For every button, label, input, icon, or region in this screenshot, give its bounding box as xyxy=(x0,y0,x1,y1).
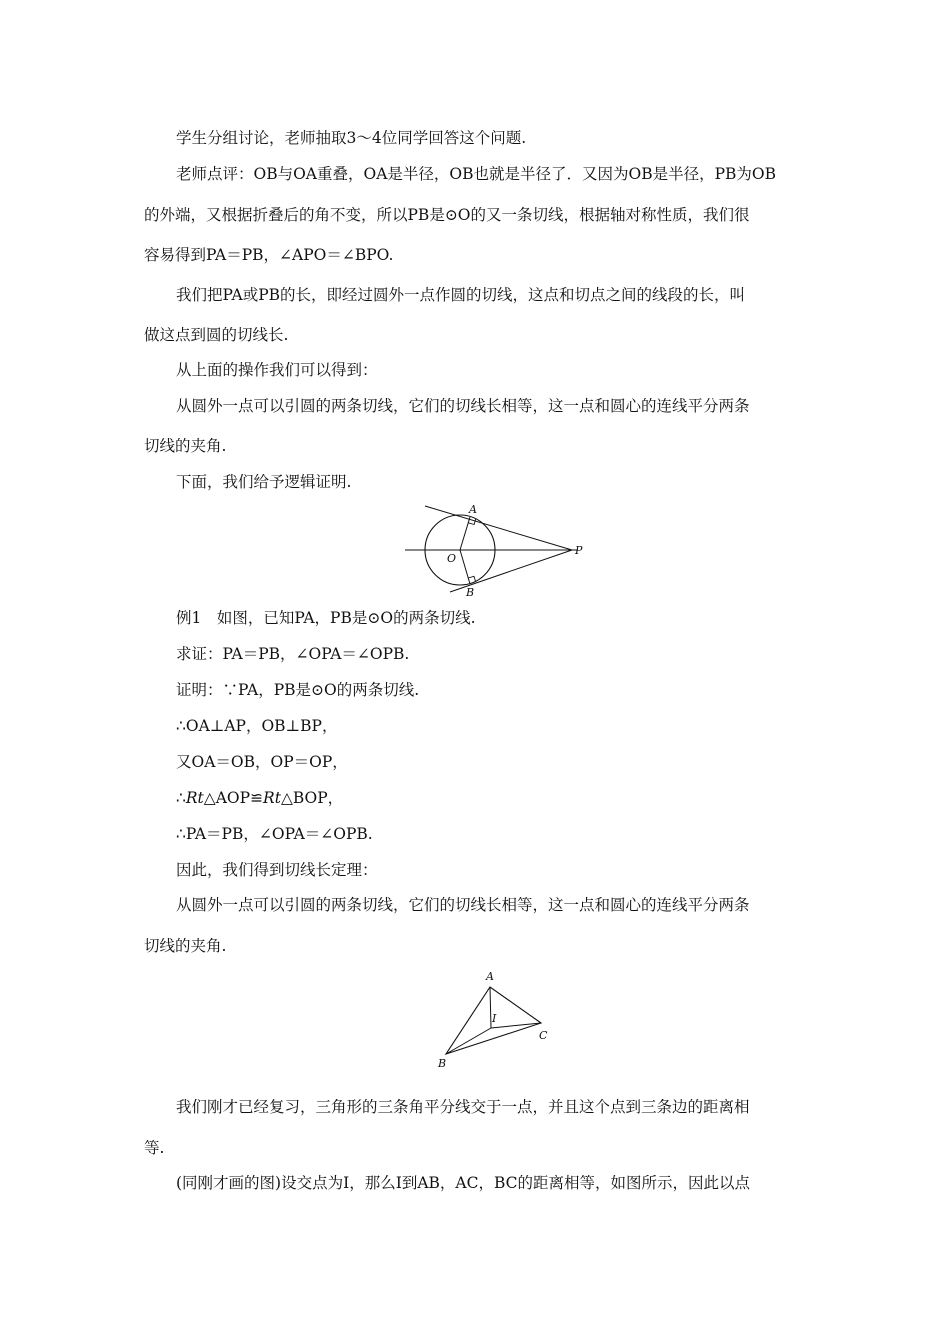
therefore-symbol: ∴ xyxy=(176,789,186,807)
text-line: 下面，我们给予逻辑证明. xyxy=(176,473,352,491)
text-line: 容易得到PA＝PB，∠APO＝∠BPO. xyxy=(144,246,394,264)
rt-symbol: Rt xyxy=(263,789,281,807)
label-o: O xyxy=(447,552,457,565)
theorem-line: 切线的夹角. xyxy=(144,937,227,955)
text-line: 学生分组讨论，老师抽取3～4位同学回答这个问题. xyxy=(176,129,527,147)
tangent-pa xyxy=(425,506,572,550)
text-line: (同刚才画的图)设交点为I，那么I到AB，AC，BC的距离相等，如图所示，因此以点 xyxy=(176,1174,751,1192)
label-i: I xyxy=(492,1012,497,1025)
prove-line: 求证：PA＝PB，∠OPA＝∠OPB. xyxy=(176,645,410,663)
triangle-bop: △BOP， xyxy=(280,789,344,807)
proof-line: ∴OA⊥AP，OB⊥BP， xyxy=(176,717,338,735)
label-b: B xyxy=(438,1057,447,1070)
proof-line: 又OA＝OB，OP＝OP， xyxy=(176,753,348,771)
conclusion-line: ∴PA＝PB，∠OPA＝∠OPB. xyxy=(176,825,373,843)
text-line: 的外端，又根据折叠后的角不变，所以PB是⊙O的又一条切线，根据轴对称性质，我们很 xyxy=(144,206,750,224)
theorem-intro: 因此，我们得到切线长定理： xyxy=(176,861,378,879)
text-line: 从上面的操作我们可以得到： xyxy=(176,361,378,379)
incenter-figure xyxy=(430,966,560,1074)
label-a: A xyxy=(469,503,477,516)
example-title: 例1 如图，已知PA，PB是⊙O的两条切线. xyxy=(176,609,476,627)
label-b: B xyxy=(466,586,475,599)
radius-ob xyxy=(460,550,470,584)
label-a: A xyxy=(486,970,494,983)
text-line: 我们刚才已经复习，三角形的三条角平分线交于一点，并且这个点到三条边的距离相 xyxy=(176,1098,750,1116)
rt-symbol: Rt xyxy=(185,789,204,807)
proof-line: 证明：∵PA，PB是⊙O的两条切线. xyxy=(176,681,420,699)
text-line: 我们把PA或PB的长，即经过圆外一点作圆的切线，这点和切点之间的线段的长，叫 xyxy=(176,286,746,304)
text-line: 老师点评：OB与OA重叠，OA是半径，OB也就是半径了．又因为OB是半径，PB为OB xyxy=(176,165,777,183)
text-line: 切线的夹角. xyxy=(144,437,227,455)
label-p: P xyxy=(575,544,583,557)
text-line: 等. xyxy=(144,1139,165,1157)
label-c: C xyxy=(539,1029,548,1042)
congruence-line xyxy=(176,788,343,808)
theorem-line: 从圆外一点可以引圆的两条切线，它们的切线长相等，这一点和圆心的连线平分两条 xyxy=(176,896,750,914)
bisector-ai xyxy=(490,987,491,1028)
text-line: 从圆外一点可以引圆的两条切线，它们的切线长相等，这一点和圆心的连线平分两条 xyxy=(176,397,750,415)
text-line: 做这点到圆的切线长. xyxy=(144,326,289,344)
radius-oa xyxy=(460,517,470,550)
tangent-figure xyxy=(400,500,600,600)
triangle-aop: △AOP≌ xyxy=(203,789,264,807)
